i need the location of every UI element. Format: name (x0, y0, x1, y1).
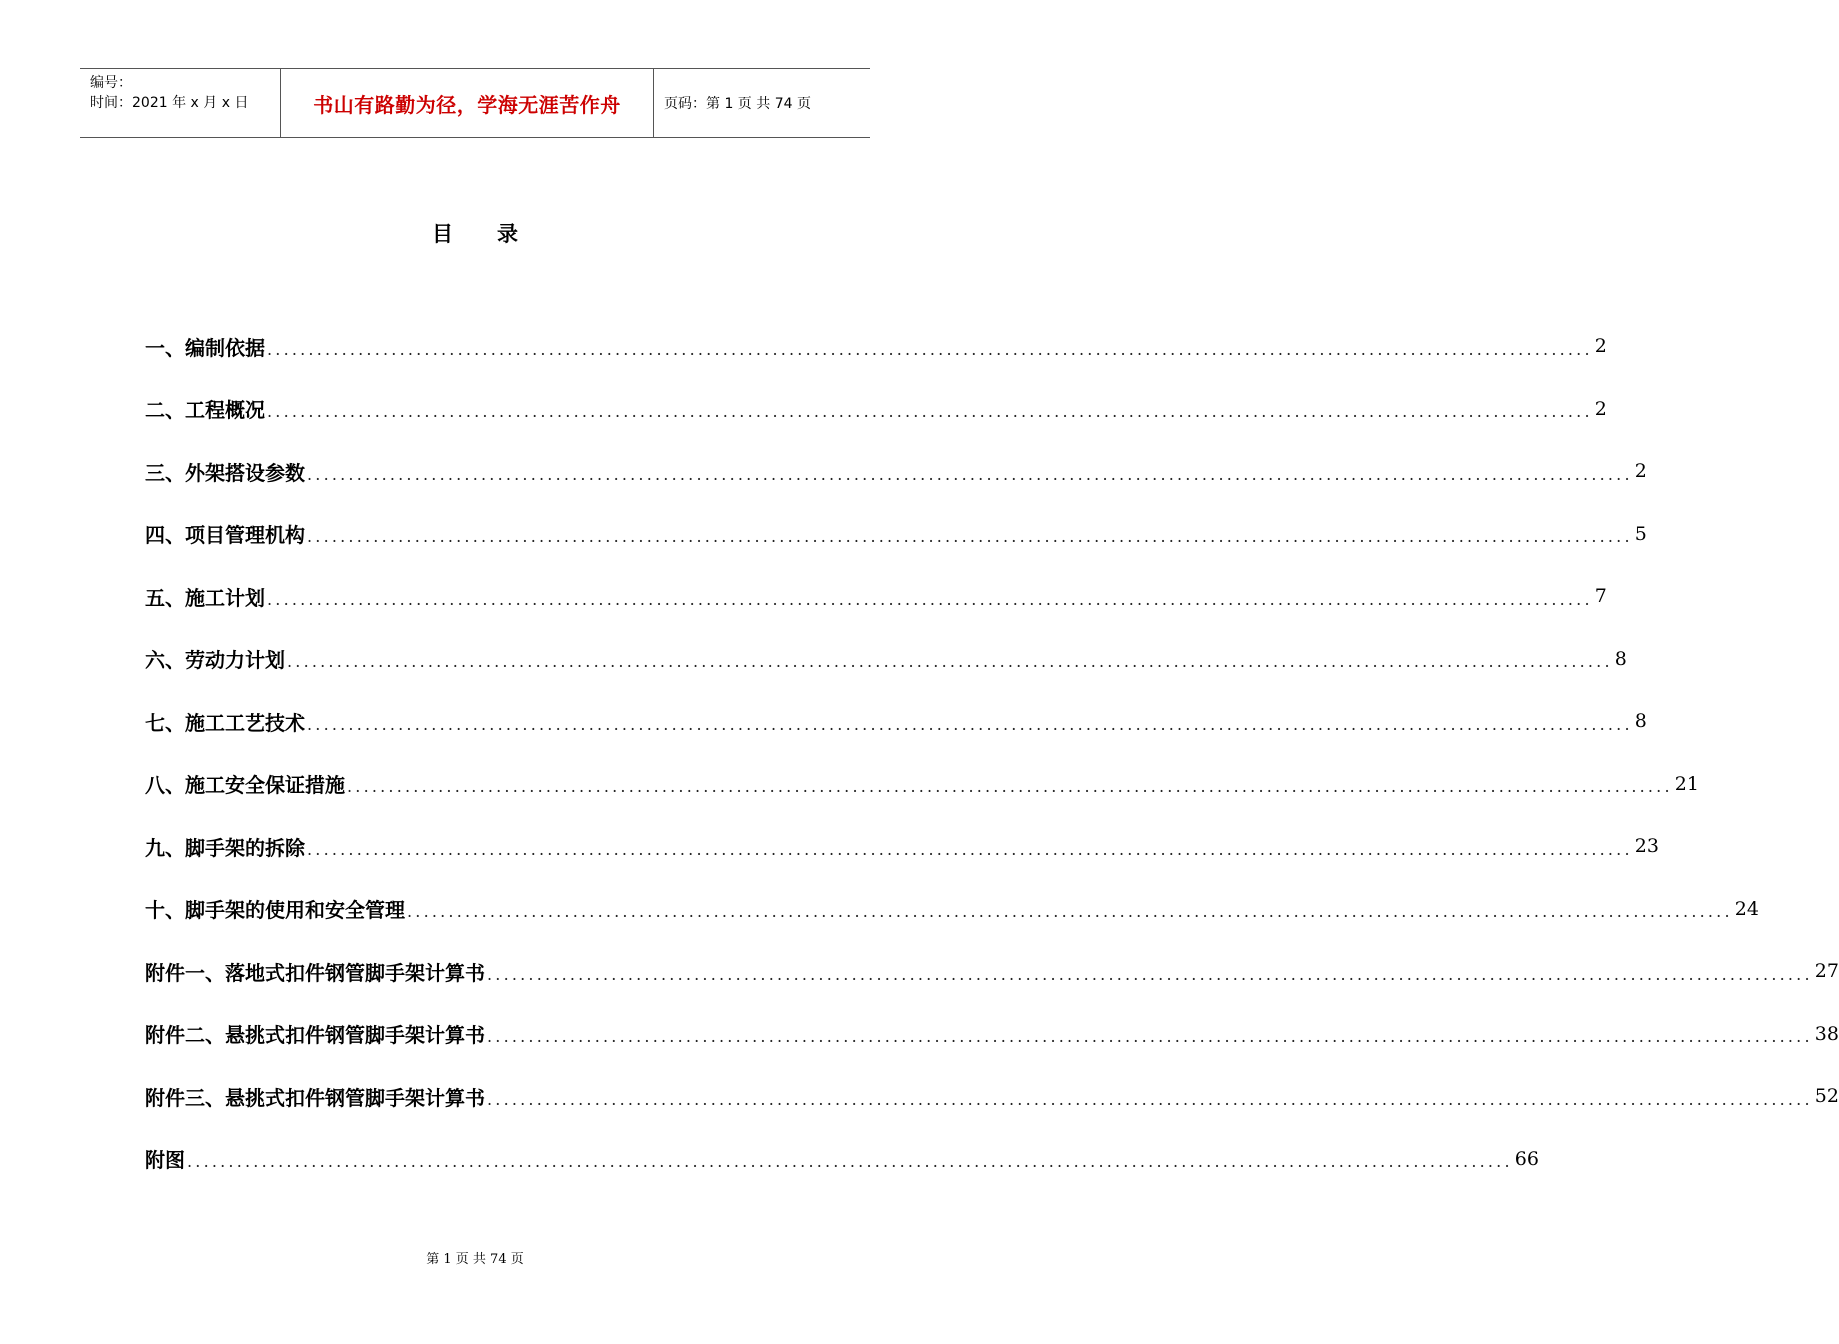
toc-entry-label: 四、项目管理机构 (145, 523, 305, 548)
toc-entry-page: 21 (1674, 772, 1699, 795)
document-header (80, 68, 870, 138)
toc-leader-dots: ................................................................................................................................................................ (487, 1027, 1813, 1047)
toc-entry-label: 八、施工安全保证措施 (145, 773, 345, 798)
table-of-contents (145, 315, 1839, 1190)
toc-entry-page: 66 (1514, 1147, 1539, 1170)
toc-entry-label: 七、施工工艺技术 (145, 710, 305, 735)
toc-entry-label: 附件一、落地式扣件钢管脚手架计算书 (145, 960, 485, 985)
toc-entry[interactable] (145, 565, 1607, 628)
toc-leader-dots: ................................................................................................................................................................ (187, 1152, 1513, 1172)
toc-entry[interactable] (145, 878, 1759, 941)
toc-entry-label: 附件三、悬挑式扣件钢管脚手架计算书 (145, 1085, 485, 1110)
toc-entry[interactable] (145, 440, 1647, 503)
toc-entry-page: 7 (1594, 585, 1607, 608)
toc-entry-page: 8 (1614, 647, 1627, 670)
toc-entry[interactable] (145, 1003, 1839, 1066)
toc-entry-page: 2 (1594, 397, 1607, 420)
toc-entry-page: 5 (1634, 522, 1647, 545)
toc-leader-dots: ................................................................................................................................................................ (307, 464, 1633, 484)
header-meta (80, 69, 281, 137)
toc-leader-dots: ................................................................................................................................................................ (487, 1089, 1813, 1109)
toc-leader-dots: ................................................................................................................................................................ (287, 652, 1613, 672)
toc-leader-dots: ................................................................................................................................................................ (267, 339, 1593, 359)
toc-entry-label: 五、施工计划 (145, 585, 265, 610)
toc-entry-label: 一、编制依据 (145, 335, 265, 360)
toc-entry-page: 2 (1634, 460, 1647, 483)
toc-entry-page: 24 (1734, 897, 1759, 920)
toc-entry[interactable] (145, 378, 1607, 441)
toc-entry[interactable] (145, 1128, 1539, 1191)
toc-entry-page: 8 (1634, 710, 1647, 733)
toc-leader-dots: ................................................................................................................................................................ (487, 964, 1813, 984)
toc-entry-label: 附件二、悬挑式扣件钢管脚手架计算书 (145, 1023, 485, 1048)
toc-entry-label: 十、脚手架的使用和安全管理 (145, 898, 405, 923)
toc-entry-label: 二、工程概况 (145, 398, 265, 423)
toc-leader-dots: ................................................................................................................................................................ (307, 714, 1633, 734)
toc-leader-dots: ................................................................................................................................................................ (307, 839, 1633, 859)
toc-entry[interactable] (145, 753, 1699, 816)
toc-entry[interactable] (145, 503, 1647, 566)
header-page-info: 页码：第 1 页 共 74 页 (664, 96, 811, 112)
page-footer: 第 1 页 共 74 页 (426, 1252, 524, 1267)
toc-entry[interactable] (145, 628, 1627, 691)
header-time: 时间：2021 年 x 月 x 日 (90, 95, 249, 111)
title-char-1: 目 (432, 221, 453, 246)
toc-entry-page: 38 (1814, 1022, 1839, 1045)
toc-entry-page: 27 (1814, 960, 1839, 983)
toc-entry-label: 六、劳动力计划 (145, 648, 285, 673)
toc-leader-dots: ................................................................................................................................................................ (267, 589, 1593, 609)
toc-entry[interactable] (145, 315, 1607, 378)
toc-leader-dots: ................................................................................................................................................................ (347, 777, 1673, 797)
toc-entry[interactable] (145, 1065, 1839, 1128)
toc-entry-label: 三、外架搭设参数 (145, 460, 305, 485)
toc-entry-label: 九、脚手架的拆除 (145, 835, 305, 860)
toc-entry[interactable] (145, 815, 1659, 878)
toc-entry-page: 2 (1594, 335, 1607, 358)
header-number: 编号： (90, 75, 132, 91)
toc-leader-dots: ................................................................................................................................................................ (307, 527, 1633, 547)
header-motto: 书山有路勤为径，学海无涯苦作舟 (281, 69, 654, 137)
toc-entry-label: 附图 (145, 1148, 185, 1173)
toc-entry[interactable] (145, 940, 1839, 1003)
toc-entry-page: 23 (1634, 835, 1659, 858)
toc-entry[interactable] (145, 690, 1647, 753)
toc-leader-dots: ................................................................................................................................................................ (267, 402, 1593, 422)
toc-leader-dots: ................................................................................................................................................................ (407, 902, 1733, 922)
page-title (0, 218, 950, 248)
toc-entry-page: 52 (1814, 1085, 1839, 1108)
title-char-2: 录 (497, 221, 518, 246)
